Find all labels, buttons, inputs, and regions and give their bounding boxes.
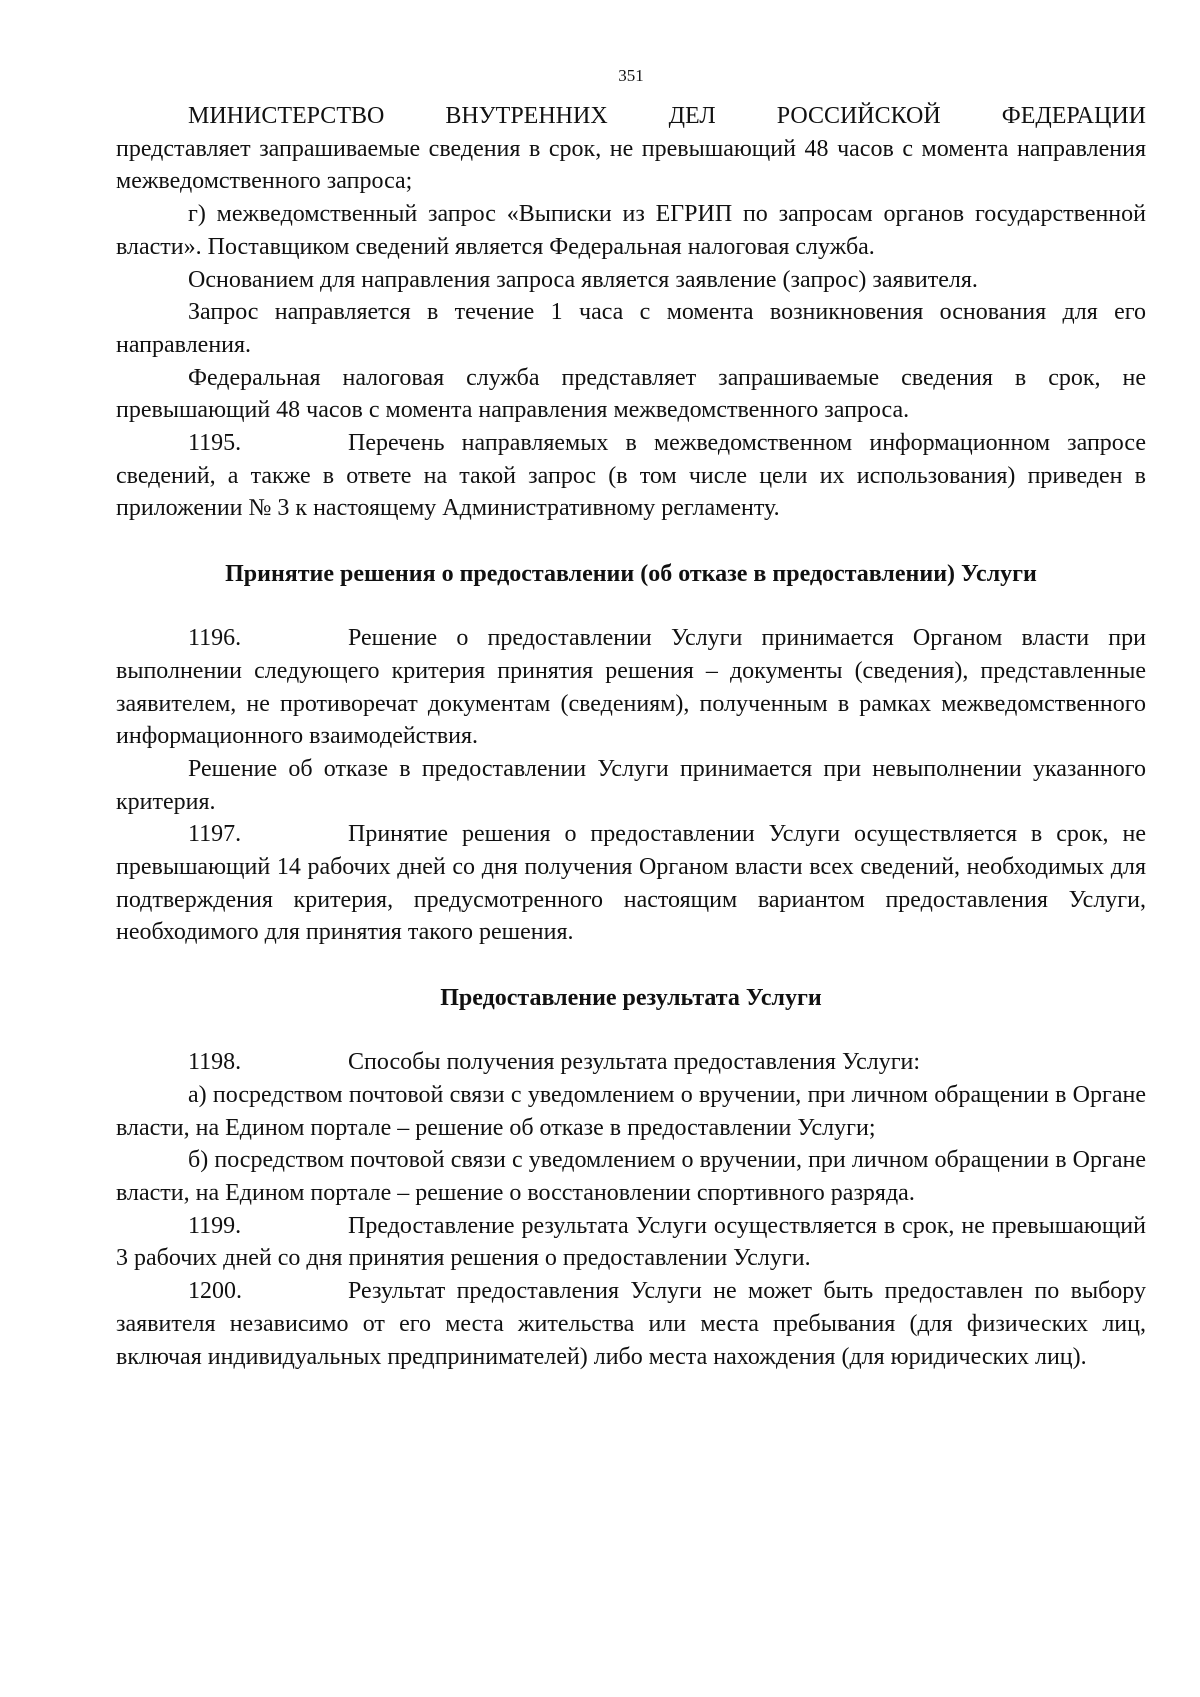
- paragraph-1199: [116, 1210, 1146, 1275]
- paragraph-ministry-rest: представляет запрашиваемые сведения в срок, не превышающий 48 часов с момента направления межведомственного запроса;: [116, 135, 1146, 195]
- paragraph-number: 1199.: [188, 1212, 242, 1239]
- list-item-b: б) посредством почтовой связи с уведомлением о вручении, при личном обращении в Органе власти, на Едином портале – решение о восстановлении спортивного разряда.: [116, 1147, 1146, 1206]
- paragraph-1196: [116, 622, 1146, 753]
- paragraph-number: 1195.: [188, 430, 242, 457]
- paragraph-text: Перечень направляемых в межведомственном информационном запросе сведений, а также в ответе на такой запрос (в том числе цели их использования) приведен в приложении № 3 к настоящему Административному регламенту.: [116, 430, 1146, 522]
- list-item-a: а) посредством почтовой связи с уведомлением о вручении, при личном обращении в Органе власти, на Едином портале – решение об отказе в предоставлении Услуги;: [116, 1081, 1146, 1141]
- section-heading-decision: Принятие решения о предоставлении (об отказе в предоставлении) Услуги: [225, 561, 1037, 588]
- document-page: [116, 66, 1146, 1373]
- paragraph-number: 1200.: [188, 1278, 242, 1305]
- paragraph-1197: [116, 818, 1146, 949]
- paragraph-text: Предоставление результата Услуги осуществляется в срок, не превышающий 3 рабочих дней со дня принятия решения о предоставлении Услуги.: [116, 1212, 1146, 1272]
- paragraph-text: Принятие решения о предоставлении Услуги осуществляется в срок, не превышающий 14 рабочих дней со дня получения Органом власти всех сведений, необходимых для подтверждения критерия, предусмотренного настоящим вариантом предоставления Услуги, необходимого для принятия такого решения.: [116, 821, 1146, 946]
- paragraph-number: 1198.: [188, 1049, 242, 1076]
- ministry-line: МИНИСТЕРСТВО ВНУТРЕННИХ ДЕЛ РОССИЙСКОЙ ФЕДЕРАЦИИ: [188, 103, 1146, 129]
- paragraph-text: Способы получения результата предоставления Услуги:: [348, 1049, 921, 1076]
- paragraph-1195: [116, 427, 1146, 525]
- page-number: 351: [618, 66, 644, 85]
- paragraph-basis: Основанием для направления запроса является заявление (запрос) заявителя.: [188, 266, 978, 293]
- paragraph-text: Решение о предоставлении Услуги принимается Органом власти при выполнении следующего критерия принятия решения – документы (сведения), представленные заявителем, не противоречат документам (сведениям), полученным в рамках межведомственного информационного взаимодействия.: [116, 625, 1146, 750]
- paragraph-number: 1196.: [188, 625, 242, 652]
- paragraph-fns-response: Федеральная налоговая служба представляет запрашиваемые сведения в срок, не превышающий 48 часов с момента направления межведомственного запроса.: [116, 364, 1146, 424]
- paragraph-refusal: Решение об отказе в предоставлении Услуги принимается при невыполнении указанного критерия.: [116, 755, 1146, 815]
- section-heading-result: Предоставление результата Услуги: [440, 985, 822, 1012]
- paragraph-request-timing: Запрос направляется в течение 1 часа с момента возникновения основания для его направления.: [116, 299, 1146, 358]
- paragraph-1198: [116, 1046, 1146, 1079]
- paragraph-1200: [116, 1275, 1146, 1373]
- paragraph-number: 1197.: [188, 821, 242, 848]
- paragraph-text: Результат предоставления Услуги не может быть предоставлен по выбору заявителя независимо от его места жительства или места пребывания (для физических лиц, включая индивидуальных предпринимателей) либо места нахождения (для юридических лиц).: [116, 1278, 1146, 1370]
- paragraph-request-g: г) межведомственный запрос «Выписки из ЕГРИП по запросам органов государственной власти». Поставщиком сведений является Федеральная налоговая служба.: [116, 201, 1146, 260]
